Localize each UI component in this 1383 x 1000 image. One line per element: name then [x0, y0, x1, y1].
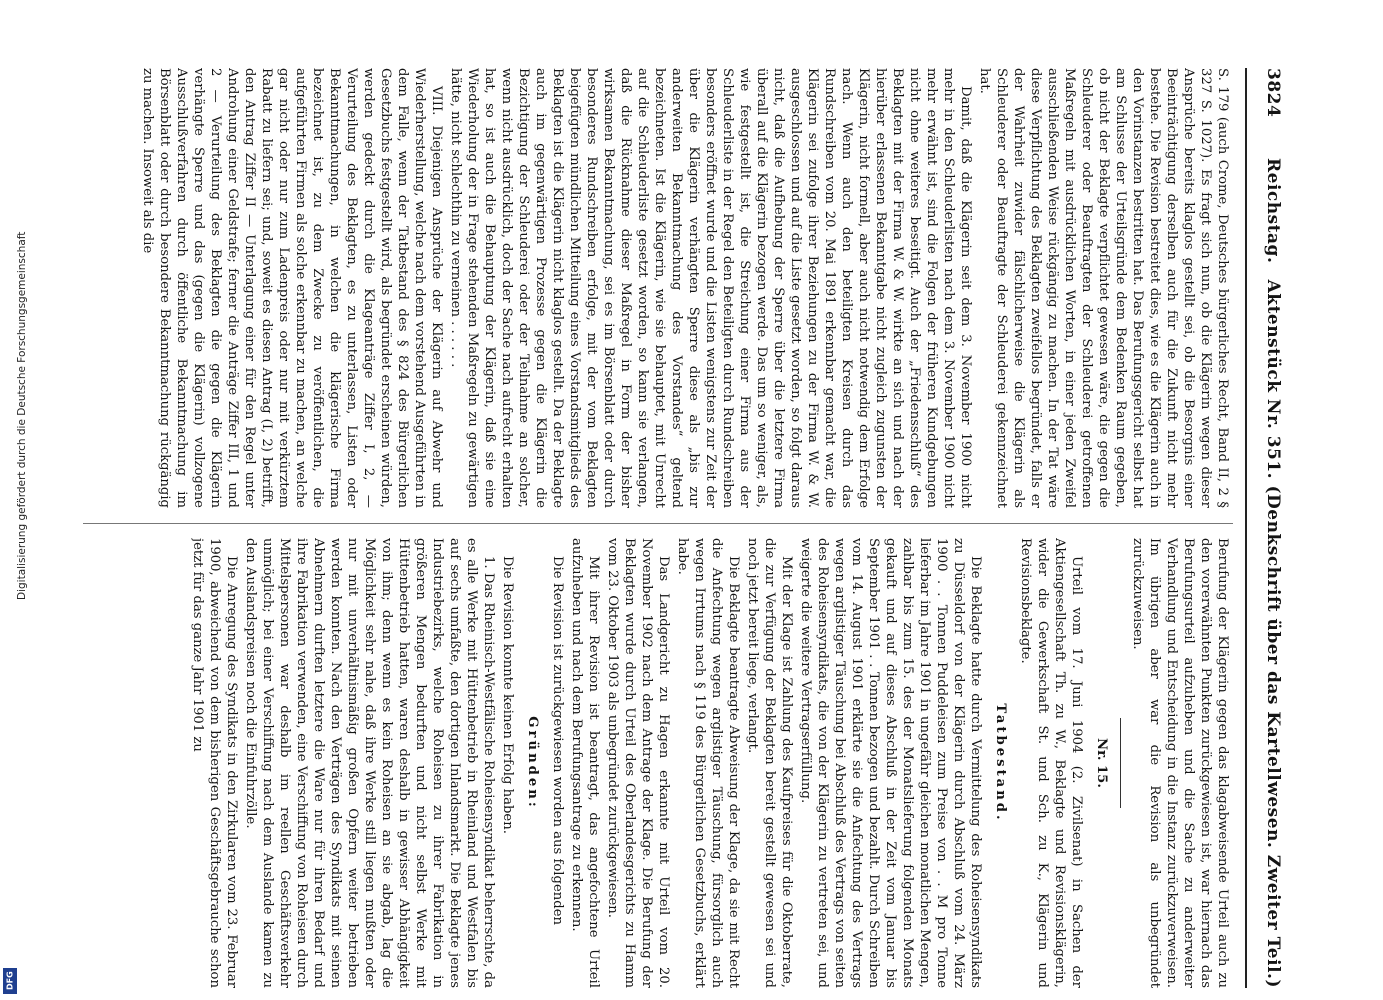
header-title: Aktenstück Nr. 351. (Denkschrift über das Kartellwesen. Zweiter Teil.) — [1263, 279, 1283, 988]
paragraph: Die Revision ist zurückgewiesen worden aus folgenden — [550, 556, 565, 925]
paragraph: Das Landgericht zu Hagen erkannte mit Urteil vom 20. November 1902 nach dem Antrage der Klage. Die Berufung der Beklagten wurde durch Urteil des Oberlandesgerichts zu Hamm vom 23. Oktober 1903 als unbegründet zurückgewiesen. — [605, 538, 671, 988]
right-column — [81, 538, 1231, 988]
page-number: 3824 — [1263, 68, 1283, 118]
paragraph: Damit, daß die Klägerin seit dem 3. November 1900 nicht mehr in den Schleuderlisten nach dem 3. November 1900 nicht mehr erwähnt ist, sind die Folgen der früheren Kundgebungen nicht ohne weiteres beseitigt. Auch der „Friedensschluß“ des Beklagten mit der Firma W. & W. wirkte an sich und nach der hierüber erlassenen Bekanntgabe nicht zugleich zugunsten der Klägerin, nicht formell, aber auch nicht notwendig dem Erfolge nach. Wenn auch den beteiligten Kreisen durch das Rundschreiben vom 20. Mai 1891 erkennbar gemacht war, die Klägerin sei zufolge ihrer Beziehungen zu der Firma W. & W. ausgeschlossen und auf die Liste gesetzt worden, so folgt daraus nicht, daß die Aufhebung der Sperre über die letztere Firma überall auf die Klägerin bezogen werde. Das um so weniger, als, wie festgestellt ist, die Streichung einer Firma aus der Schleuderliste in der Regel den Beteiligten durch Rundschreiben besonders eröffnet wurde und die Listen wenigstens zur Zeit der über die Klägerin verhängten Sperre diese als „bis zur anderweiten Bekanntmachung des Vorstandes“ geltend bezeichneten. Ist die Klägerin, wie sie behauptet, mit Unrecht auf die Schleuderliste gesetzt worden, so kann sie verlangen, daß die Rücknahme dieser Maßregel in Form der bisher wirksamen Bekanntmachung, sei es im Börsenblatt oder durch besonderes Rundschreiben erfolge, mit der vom Beklagten beigefügten mündlichen Mitteilung eines Vorstandsmitglieds des Beklagten ist die Klägerin nicht klaglos gestellt. Da der Beklagte auch im gegenwärtigen Prozesse gegen die Klägerin die Bezichtigung der Schleuderei oder der Teilnahme an solcher, wenn nicht ausdrücklich, doch der Sache nach aufrecht erhalten hat, so ist auch die Behauptung der Klägerin, daß sie eine Wiederholung der in Frage stehenden Maßregeln zu gewärtigen hätte, nicht schlechthin zu verneinen . . . . . . — [448, 68, 973, 508]
paragraph: Die Anregung des Syndikats in den Zirkularen vom 23. Februar 1900, abweichend von dem bisherigen Geschäftsgebrauche schon jetzt für das ganze Jahr 1901 zu — [190, 538, 239, 988]
dfg-logo: DFG — [3, 968, 17, 994]
header-rule — [1245, 68, 1247, 988]
paragraph: Die Revision konnte keinen Erfolg haben. — [500, 556, 515, 834]
paragraph: VIII. Diejenigen Ansprüche der Klägerin auf Abwehr und Wiederherstellung, welche nach dem vorstehend Ausgeführten in dem Falle, wenn der Tatbestand des § 824 des Bürgerlichen Gesetzbuchs festgestellt wird, als begründet erscheinen würden, werden gedeckt durch die Klageanträge Ziffer I, 2, — Verurteilung des Beklagten, es zu unterlassen, Listen oder Bekanntmachungen, in welchen die klägerische Firma bezeichnet ist, zu dem Zwecke zu veröffentlichen, die aufgeführten Firmen als solche erkennbar zu machen, an welche gar nicht oder nur zum Ladenpreis oder nur mit verkürztem Rabatt zu liefern sei; und, soweit es diesen Antrag (I, 2) betrifft, den Antrag Ziffer II — Unterlagung einer für den Regel unter Androhung einer Geldstrafe; ferner die Anträge Ziffer III, 1 und 2 — Verurteilung des Beklagten die gegen die Klägerin verhängte Sperre und das (gegen die Klägerin) vollzogene Ausschlußverfahren durch öffentliche Bekanntmachung im Börsenblatt oder durch besondere Bekanntmachung rückgängig zu machen. Insoweit als die — [140, 68, 444, 508]
column-divider — [83, 523, 1233, 524]
section-rule — [1120, 718, 1121, 808]
paragraph: Die Beklagte beantragte Abweisung der Klage, da sie mit Recht die Anfechtung wegen arglistiger Täuschung, fürsorglich auch wegen Irrtums nach § 119 des Bürgerlichen Gesetzbuchs, erklärt habe. — [675, 538, 741, 988]
document-page — [71, 68, 1291, 988]
paragraph: Mit der Klage ist Zahlung des Kaufpreises für die Oktoberrate, die zur Verfügung der Beklagten bereit gestellt gewesen sei und noch jetzt bereit liege, verlangt. — [745, 538, 794, 988]
left-column — [81, 68, 1231, 508]
page-header — [1251, 68, 1291, 988]
tatbestand-heading: Tatbestand. — [993, 703, 1008, 823]
paragraph: Urteil vom 17. Juni 1904 (2. Zivilsenat) in Sachen der Aktiengesellschaft Th. zu W., Beklagte und Revisionsklägerin, wider die Gewerkschaft St. und Sch. zu K., Klägerin und Revisionsbeklagte. — [1018, 538, 1084, 988]
paragraph: 1. Das Rheinisch-Westfälische Roheisensyndikat beherrschte, da es alle Werke mit Hüttenbetrieb in Rheinland und Westfalen bis auf sechs umfaßte, den dortigen Inlandsmarkt. Die Beklagte jenes Industriebezirks, welche Roheisen zu ihrer Fabrikation in größeren Mengen bedurften und nicht selbst Werke mit Hüttenbetrieb hatten, waren deshalb in gewisser Abhängigkeit von ihm; denn wenn es kein Roheisen an sie abgab, lag die Möglichkeit sehr nahe, daß ihre Werke still liegen mußten oder nur mit unverhältnismäßig großen Opfern weiter betrieben werden konnten. Nach den Verträgen des Syndikats mit seinen Abnehmern durften letztere die Ware nur für ihren Bedarf und ihre Fabrikation verwenden, eine Verschiffung von Roheisen durch Mittelspersonen war deshalb im reellen Geschäftsverkehr unmöglich; bei einer Verschiffung nach dem Auslande kamen zu den Auslandspreisen noch die Einfuhrzölle. — [243, 538, 496, 988]
case-number-heading: Nr. 15. — [1094, 738, 1109, 788]
digitization-credit: Digitalisierung gefördert durch die Deutsche Forschungsgemeinschaft — [16, 231, 28, 600]
paragraph: S. 179 (auch Crome, Deutsches bürgerliches Recht, Band II, 2 § 327 S. 1027). Es fragt sich nun, ob die Klägerin wegen dieser Ansprüche bereits klaglos gestellt sei, ob die Besorgnis einer Beeinträchtigung derselben auch für die Zukunft nicht mehr bestehe. Die Revision bestreitet dies, wie es die Klägerin auch in den Vorinstanzen bestritten hat. Das Berufungsgericht selbst hat am Schlusse der Urteilsgründe dem Bedenken Raum gegeben, ob nicht der Beklagte verpflichtet gewesen wäre, die gegen die Schleuderer oder Beauftragten der Schleuderei getroffenen Maßregeln mit ausdrücklichen Worten, in einer jeden Zweifel ausschließenden Weise rückgängig zu machen. In der Tat wäre diese Verpflichtung des Beklagten zweifellos begründet, falls er der Wahrheit zuwider fälschlicherweise die Klägerin als Schleuderer oder Beauftragte der Schleuderei gekennzeichnet hat. — [977, 68, 1230, 508]
paragraph: Die Beklagte hatte durch Vermittelung des Roheisensyndikats zu Düsseldorf von der Klägerin durch Abschluß vom 24. März 1900 . . Tonnen Puddeleisen zum Preise von . . M pro Tonne lieferbar im Jahre 1901 in ungefähr gleichen monatlichen Mengen, zahlbar bis zum 15. des der Monatslieferung folgenden Monats gekauft und auf dieses Abschluß in der Zeit vom Januar bis September 1901 . . Tonnen bezogen und bezahlt. Durch Schreiben vom 14. August 1901 erklärte sie die Anfechtung des Vertrags wegen arglistiger Täuschung bei Abschluß des Vertrags von seiten des Roheisensyndikats, die von der Klägerin zu vertreten sei, und weigerte die weitere Vertragserfüllung. — [798, 538, 983, 988]
gruende-heading: Gründen: — [525, 716, 540, 810]
header-section: Reichstag. — [1263, 158, 1283, 264]
paragraph: Mit ihrer Revision ist beantragt, das angefochtene Urteil aufzuheben und nach dem Berufungsantrage zu erkennen. — [569, 538, 601, 988]
paragraph: Berufung der Klägerin gegen das klagabweisende Urteil auch zu den vorerwähnten Punkten zurückgewiesen ist, war hiernach das Berufungsurteil aufzuheben und die Sache zu anderweiter Verhandlung und Entscheidung in die Instanz zurückzuverweisen. Im übrigen aber war die Revision als unbegründet zurückzuweisen. — [1130, 538, 1230, 988]
